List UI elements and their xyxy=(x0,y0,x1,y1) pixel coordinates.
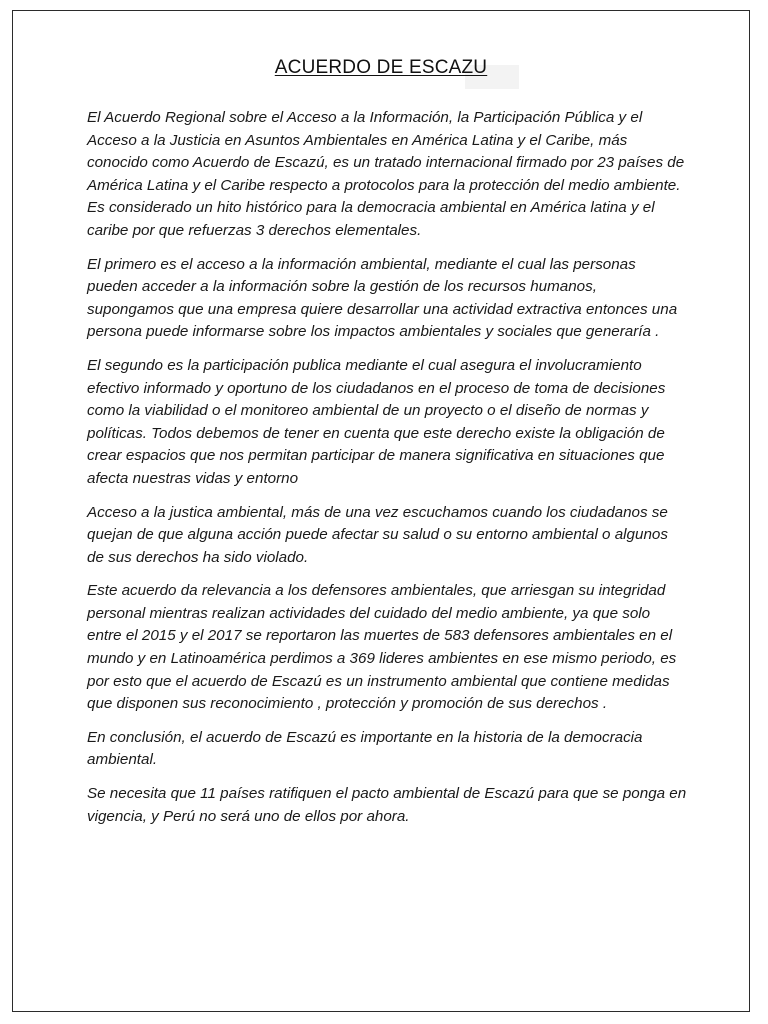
paragraph-access-justice: Acceso a la justica ambiental, más de una vez escuchamos cuando los ciudadanos se quejan de que alguna acción puede afectar su salud o su entorno ambiental o algunos de sus derechos ha sido violado. xyxy=(87,503,668,566)
document-title: ACUERDO DE ESCAZU xyxy=(274,57,488,78)
document-body xyxy=(87,107,687,839)
paragraph-ratification: Se necesita que 11 países ratifiquen el pacto ambiental de Escazú para que se ponga en vigencia, y Perú no será uno de ellos por ahora. xyxy=(87,785,687,825)
paragraph-conclusion: En conclusión, el acuerdo de Escazú es importante en la historia de la democracia ambiental. xyxy=(87,728,643,769)
paragraph-intro: El Acuerdo Regional sobre el Acceso a la Información, la Participación Pública y el Acceso a la Justicia en Asuntos Ambientales en América Latina y el Caribe, más conocido como Acuerdo de Escazú, es un tratado internacional firmado por 23 países de América Latina y el Caribe respecto a protocolos para la protección del medio ambiente. Es considerado un hito histórico para la democracia ambiental en América latina y el caribe por que refuerzas 3 derechos elementales. xyxy=(87,109,685,239)
paragraph-environmental-defenders: Este acuerdo da relevancia a los defensores ambientales, que arriesgan su integridad personal mientras realizan actividades del cuidado del medio ambiente, ya que solo entre el 2015 y el 2017 se reportaron las muertes de 583 defensores ambientales en el mundo y en Latinoamérica perdimos a 369 lideres ambientes en ese mismo periodo, es por esto que el acuerdo de Escazú es un instrumento ambiental que contiene medidas que disponen sus reconocimiento , protección y promoción de sus derechos . xyxy=(87,582,677,713)
paragraph-public-participation: El segundo es la participación publica mediante el cual asegura el involucramiento efectivo informado y oportuno de los ciudadanos en el proceso de toma de decisiones como la viabilidad o el monitoreo ambiental de un proyecto o el diseño de normas y políticas. Todos debemos de tener en cuenta que este derecho existe la obligación de crear espacios que nos permitan participar de manera significativa en situaciones que afecta nuestras vidas y entorno xyxy=(87,356,666,487)
document-page xyxy=(12,10,750,1012)
paragraph-access-information: El primero es el acceso a la información ambiental, mediante el cual las personas pueden acceder a la información sobre la gestión de los recursos humanos, supongamos que una empresa quiere desarrollar una actividad extractiva entonces una persona puede informarse sobre los impactos ambientales y sociales que generaría . xyxy=(87,255,678,341)
